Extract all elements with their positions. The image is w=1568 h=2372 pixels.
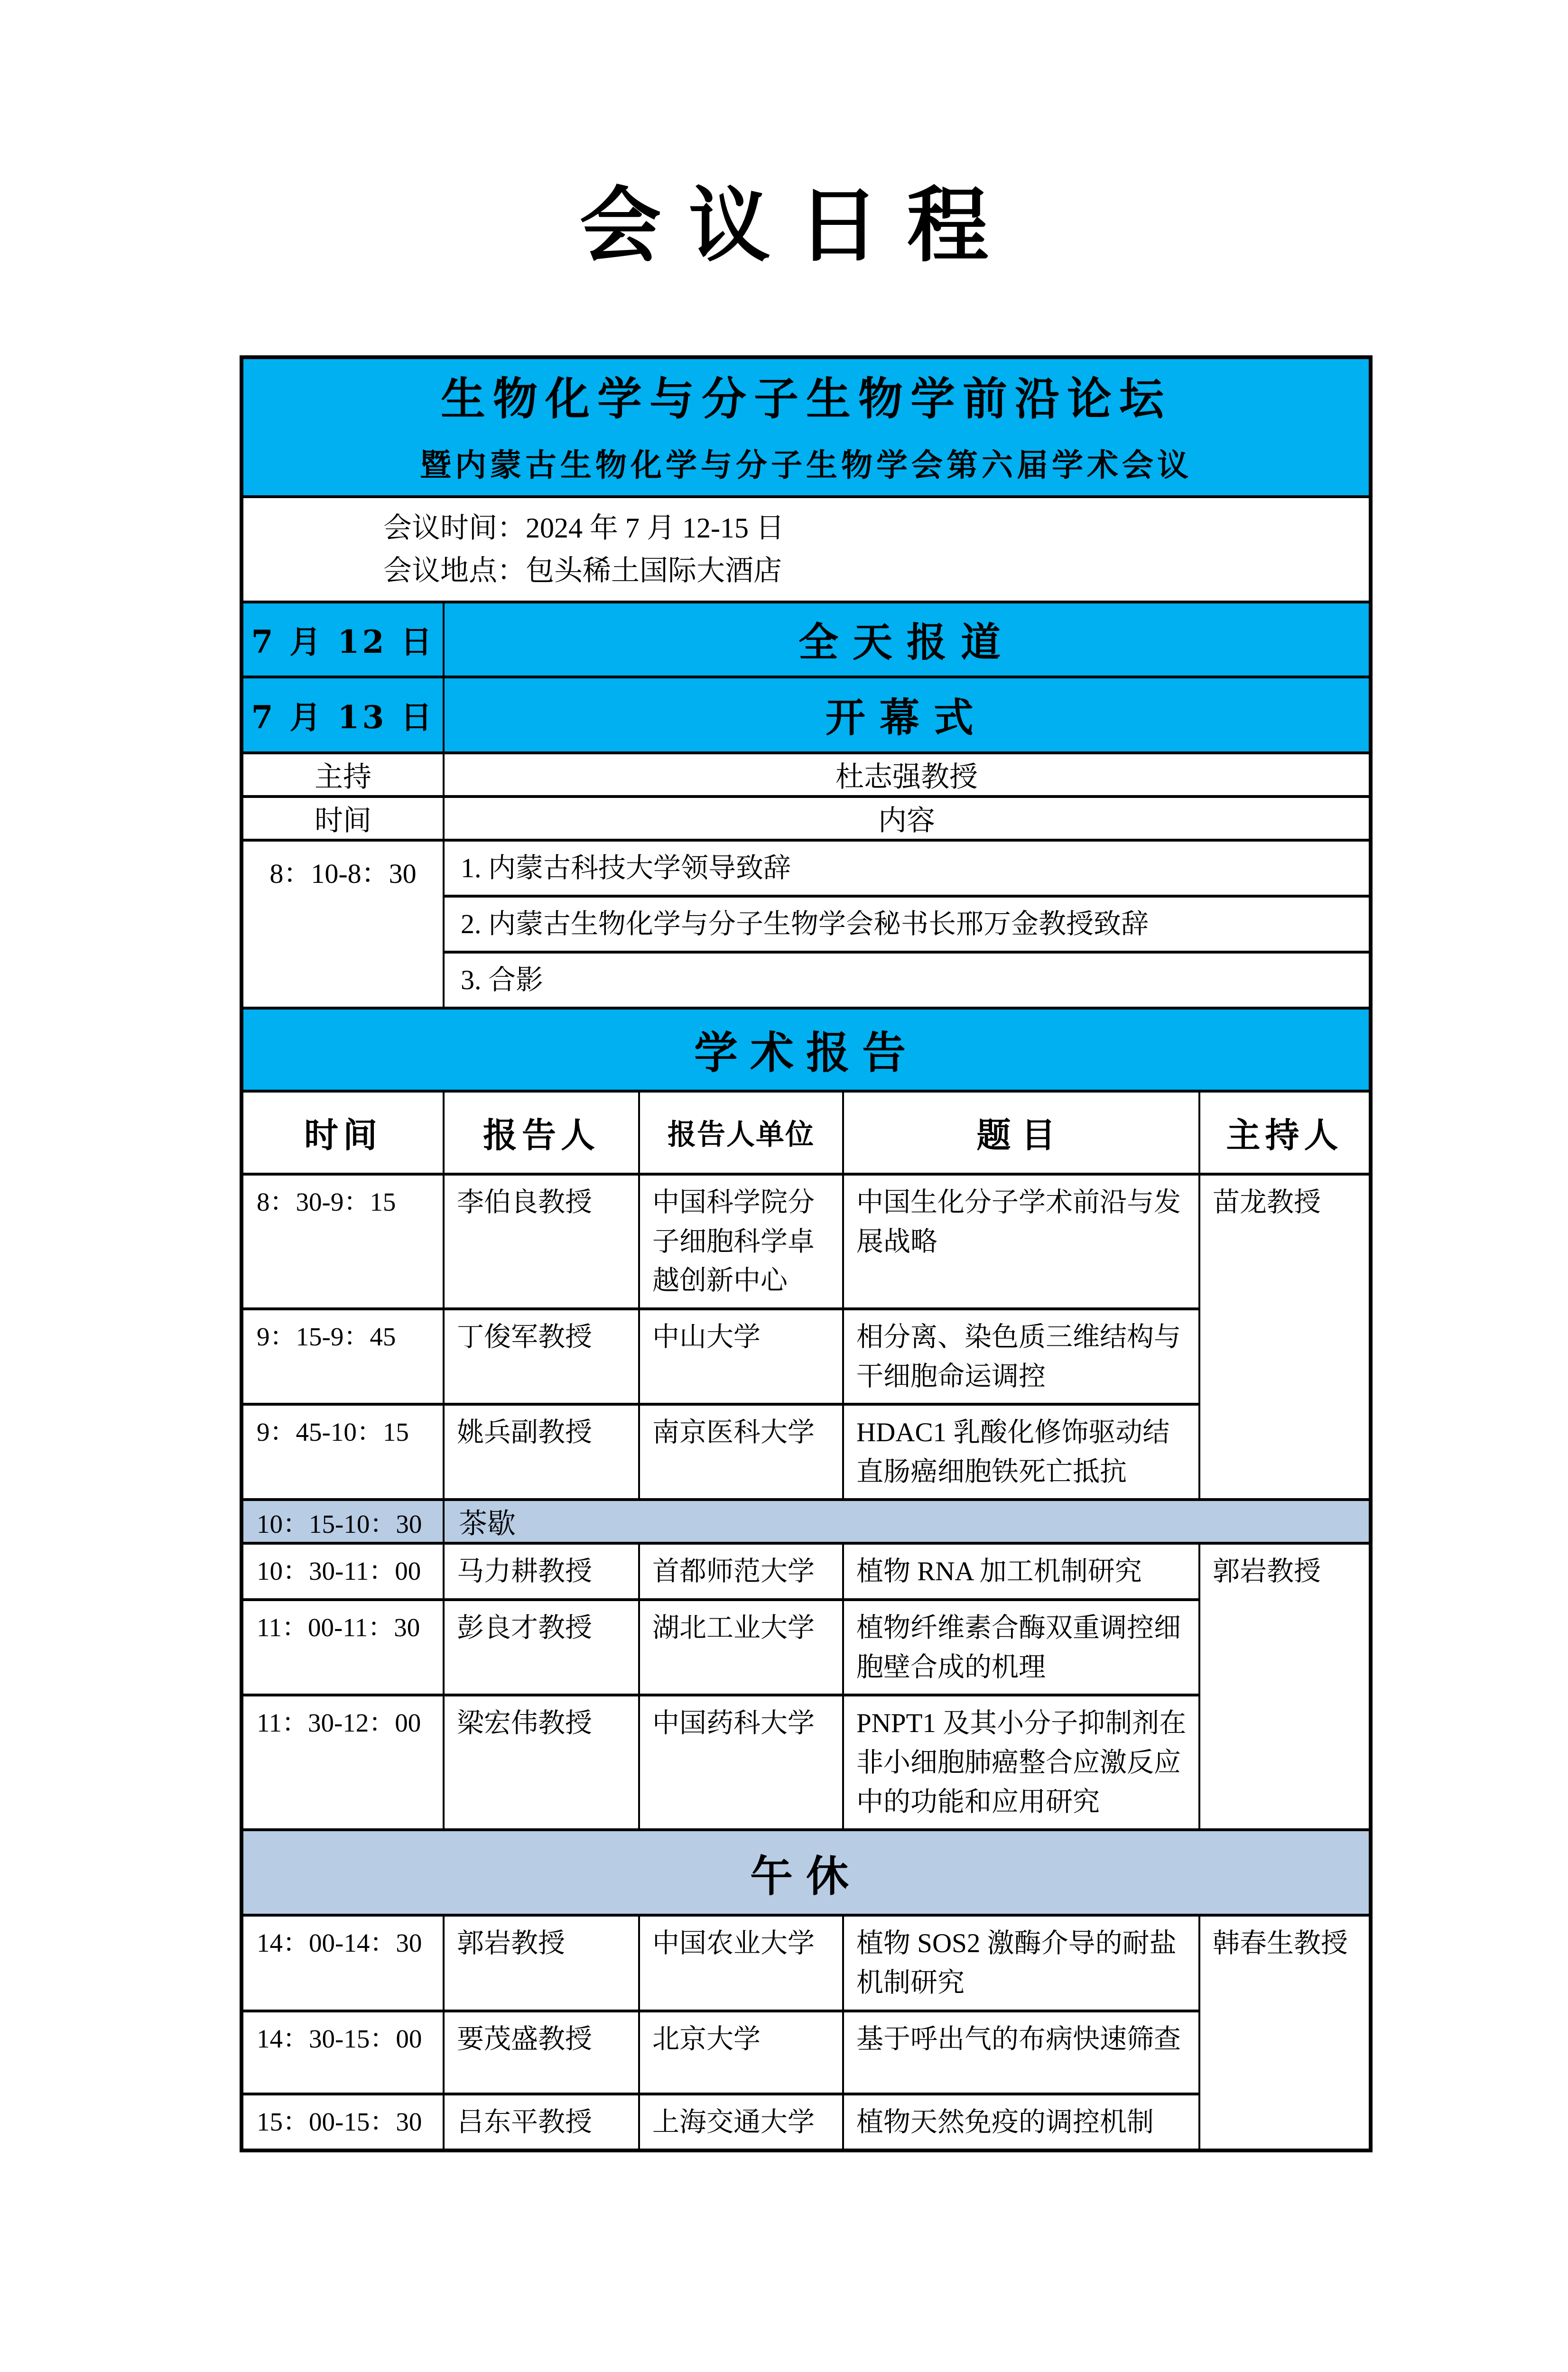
talk-row	[241, 1174, 1371, 1309]
talk-speaker-cell: 梁宏伟教授	[444, 1695, 639, 1830]
column-header-row	[241, 1091, 1371, 1174]
talk-affiliation-cell: 中山大学	[639, 1309, 843, 1404]
talk-host-cell: 郭岩教授	[1199, 1543, 1371, 1830]
opening-host-name-cell: 杜志强教授	[444, 753, 1371, 797]
talk-time-cell: 11：30-12：00	[241, 1695, 444, 1830]
day-row	[241, 677, 1371, 753]
talk-time-cell: 15：00-15：30	[241, 2094, 444, 2151]
day-row	[241, 602, 1371, 677]
talk-speaker-cell: 姚兵副教授	[444, 1404, 639, 1500]
page-title: 会议日程	[579, 177, 1016, 273]
opening-item-cell: 3. 合影	[444, 952, 1371, 1008]
opening-time-cell: 8：10-8：30	[241, 840, 444, 1008]
day-event-cell: 开幕式	[444, 677, 1371, 753]
day-date-cell: 7 月 12 日	[241, 602, 444, 677]
talk-host-cell: 苗龙教授	[1199, 1174, 1371, 1500]
talk-time-cell: 14：30-15：00	[241, 2011, 444, 2094]
talk-time-cell: 10：30-11：00	[241, 1543, 444, 1600]
talk-time-cell: 9：45-10：15	[241, 1404, 444, 1500]
session-banner-cell: 学术报告	[241, 1008, 1371, 1091]
column-header-title: 题目	[843, 1091, 1199, 1174]
meeting-place: 会议地点：包头稀土国际大酒店	[383, 555, 782, 586]
talk-speaker-cell: 丁俊军教授	[444, 1309, 639, 1404]
forum-header-cell	[241, 357, 1371, 497]
talk-time-cell: 8：30-9：15	[241, 1174, 444, 1309]
opening-item-cell: 1. 内蒙古科技大学领导致辞	[444, 840, 1371, 896]
talk-title-cell: 中国生化分子学术前沿与发展战略	[843, 1174, 1199, 1309]
tea-break-row	[241, 1500, 1371, 1543]
talk-affiliation-cell: 南京医科大学	[639, 1404, 843, 1500]
day-event-cell: 全天报道	[444, 602, 1371, 677]
talk-title-cell: 相分离、染色质三维结构与干细胞命运调控	[843, 1309, 1199, 1404]
talk-speaker-cell: 吕东平教授	[444, 2094, 639, 2151]
talk-affiliation-cell: 中国科学院分子细胞科学卓越创新中心	[639, 1174, 843, 1309]
talk-speaker-cell: 马力耕教授	[444, 1543, 639, 1600]
talk-title-cell: 基于呼出气的布病快速筛查	[843, 2011, 1199, 2094]
lunch-break-row	[241, 1830, 1371, 1915]
talk-speaker-cell: 彭良才教授	[444, 1600, 639, 1695]
talk-time-cell: 14：00-14：30	[241, 1915, 444, 2011]
talk-host-cell: 韩春生教授	[1199, 1915, 1371, 2150]
schedule-table	[240, 355, 1373, 2152]
opening-item-cell: 2. 内蒙古生物化学与分子生物学会秘书长邢万金教授致辞	[444, 896, 1371, 952]
talk-time-cell: 11：00-11：30	[241, 1600, 444, 1695]
talk-title-cell: 植物 SOS2 激酶介导的耐盐机制研究	[843, 1915, 1199, 2011]
talk-affiliation-cell: 首都师范大学	[639, 1543, 843, 1600]
column-header-host: 主持人	[1199, 1091, 1371, 1174]
talk-speaker-cell: 郭岩教授	[444, 1915, 639, 2011]
talk-speaker-cell: 要茂盛教授	[444, 2011, 639, 2094]
talk-time-cell: 9：15-9：45	[241, 1309, 444, 1404]
opening-host-label-cell: 主持	[241, 753, 444, 797]
column-header-affiliation: 报告人单位	[639, 1091, 843, 1174]
talk-title-cell: PNPT1 及其小分子抑制剂在非小细胞肺癌整合应激反应中的功能和应用研究	[843, 1695, 1199, 1830]
talk-title-cell: 植物 RNA 加工机制研究	[843, 1543, 1199, 1600]
talk-row	[241, 1915, 1371, 2011]
talk-title-cell: 植物纤维素合酶双重调控细胞壁合成的机理	[843, 1600, 1199, 1695]
talk-title-cell: HDAC1 乳酸化修饰驱动结直肠癌细胞铁死亡抵抗	[843, 1404, 1199, 1500]
talk-affiliation-cell: 中国农业大学	[639, 1915, 843, 2011]
opening-time-label-cell: 时间	[241, 797, 444, 840]
talk-row	[241, 1543, 1371, 1600]
lunch-break-cell: 午休	[241, 1830, 1371, 1915]
talk-affiliation-cell: 北京大学	[639, 2011, 843, 2094]
meeting-info-cell	[241, 497, 1371, 602]
forum-subtitle: 暨内蒙古生物化学与分子生物学会第六届学术会议	[420, 446, 1193, 483]
tea-break-time-cell: 10：15-10：30	[241, 1500, 444, 1543]
meeting-time: 会议时间：2024 年 7 月 12-15 日	[383, 512, 784, 544]
tea-break-label-cell: 茶歇	[444, 1500, 1371, 1543]
column-header-speaker: 报告人	[444, 1091, 639, 1174]
talk-affiliation-cell: 湖北工业大学	[639, 1600, 843, 1695]
talk-title-cell: 植物天然免疫的调控机制	[843, 2094, 1199, 2151]
day-date-cell: 7 月 13 日	[241, 677, 444, 753]
talk-speaker-cell: 李伯良教授	[444, 1174, 639, 1309]
opening-content-label-cell: 内容	[444, 797, 1371, 840]
forum-title: 生物化学与分子生物学前沿论坛	[441, 373, 1172, 426]
talk-affiliation-cell: 中国药科大学	[639, 1695, 843, 1830]
talk-affiliation-cell: 上海交通大学	[639, 2094, 843, 2151]
column-header-time: 时间	[241, 1091, 444, 1174]
